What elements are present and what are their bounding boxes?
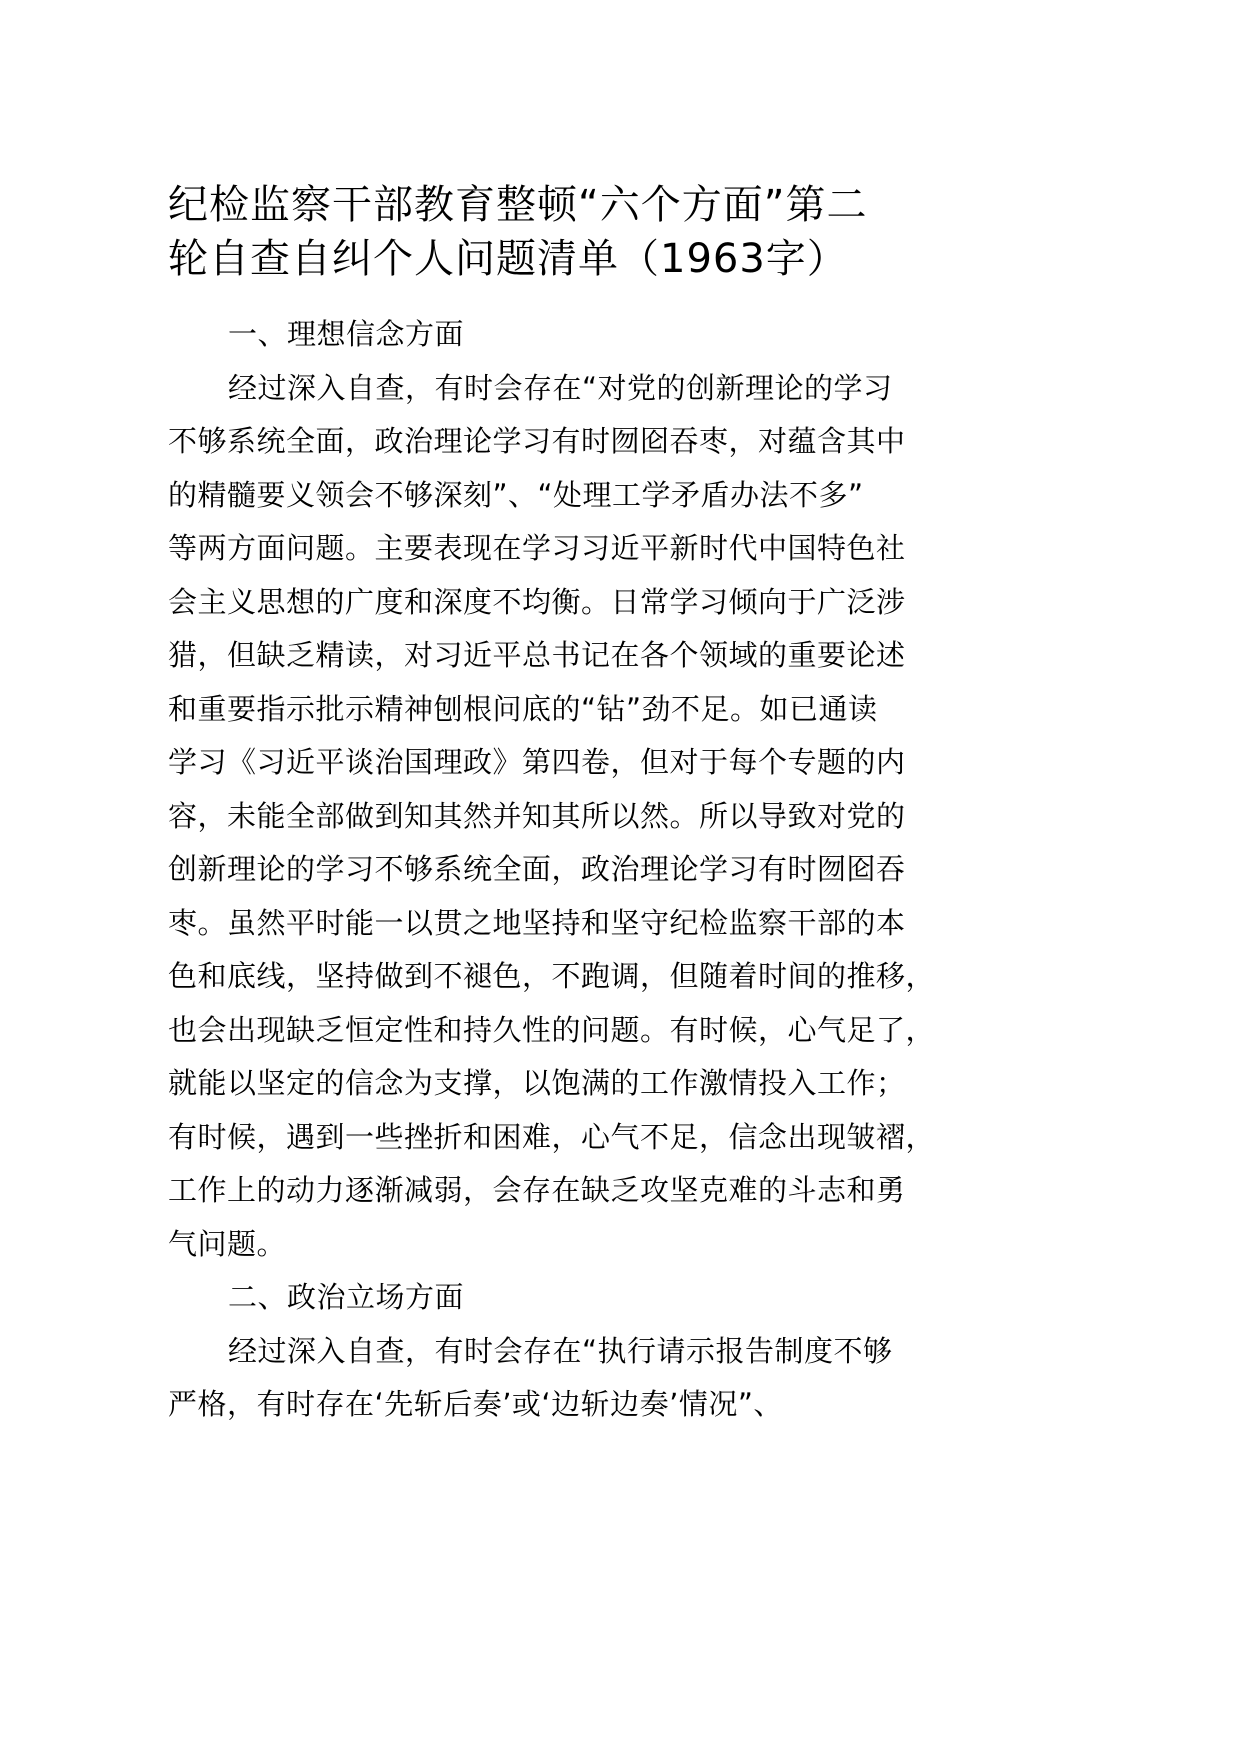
paragraph-line: 经过深入自查，有时会存在“对党的创新理论的学习	[228, 370, 893, 405]
paragraph-line: 也会出现缺乏恒定性和持久性的问题。有时候，心气足了，	[168, 1012, 936, 1047]
paragraph-line: 经过深入自查，有时会存在“执行请示报告制度不够	[228, 1333, 893, 1368]
paragraph-line: 创新理论的学习不够系统全面，政治理论学习有时囫囵吞	[168, 852, 906, 886]
paragraph-line: 的精髓要义领会不够深刻”、“处理工学矛盾办法不多”	[168, 477, 864, 512]
document-title	[168, 178, 943, 286]
title-line-2: 轮自查自纠个人问题清单（1963字）	[168, 236, 848, 282]
title-line-1: 纪检监察干部教育整顿“六个方面”第二	[168, 182, 868, 228]
paragraph-line: 不够系统全面，政治理论学习有时囫囵吞枣，对蕴含其中	[168, 424, 906, 458]
section-heading-2: 二、政治立场方面	[228, 1280, 465, 1314]
paragraph-line: 和重要指示批示精神刨根问底的“钻”劲不足。如已通读	[168, 691, 878, 726]
paragraph-line: 学习《习近平谈治国理政》第四卷，但对于每个专题的内	[168, 745, 906, 779]
paragraph-line: 会主义思想的广度和深度不均衡。日常学习倾向于广泛涉	[168, 584, 906, 619]
paragraph-line: 容，未能全部做到知其然并知其所以然。所以导致对党的	[168, 798, 906, 833]
paragraph-line: 枣。虽然平时能一以贯之地坚持和坚守纪检监察干部的本	[168, 905, 906, 940]
paragraph-line: 色和底线，坚持做到不褪色，不跑调，但随着时间的推移，	[168, 959, 936, 993]
paragraph-line: 气问题。	[168, 1226, 287, 1261]
paragraph-line: 有时候，遇到一些挫折和困难，心气不足，信念出现皱褶，	[168, 1119, 936, 1154]
document-page	[168, 178, 943, 1432]
section-heading-1: 一、理想信念方面	[228, 317, 465, 351]
paragraph-line: 严格，有时存在‘先斩后奏’或‘边斩边奏’情况”、	[168, 1387, 783, 1421]
paragraph-line: 就能以坚定的信念为支撑，以饱满的工作激情投入工作；	[168, 1066, 906, 1100]
document-body	[168, 308, 943, 1432]
paragraph-line: 等两方面问题。主要表现在学习习近平新时代中国特色社	[168, 531, 906, 565]
paragraph-line: 工作上的动力逐渐减弱，会存在缺乏攻坚克难的斗志和勇	[168, 1173, 906, 1207]
paragraph-line: 猎，但缺乏精读，对习近平总书记在各个领域的重要论述	[168, 638, 906, 672]
